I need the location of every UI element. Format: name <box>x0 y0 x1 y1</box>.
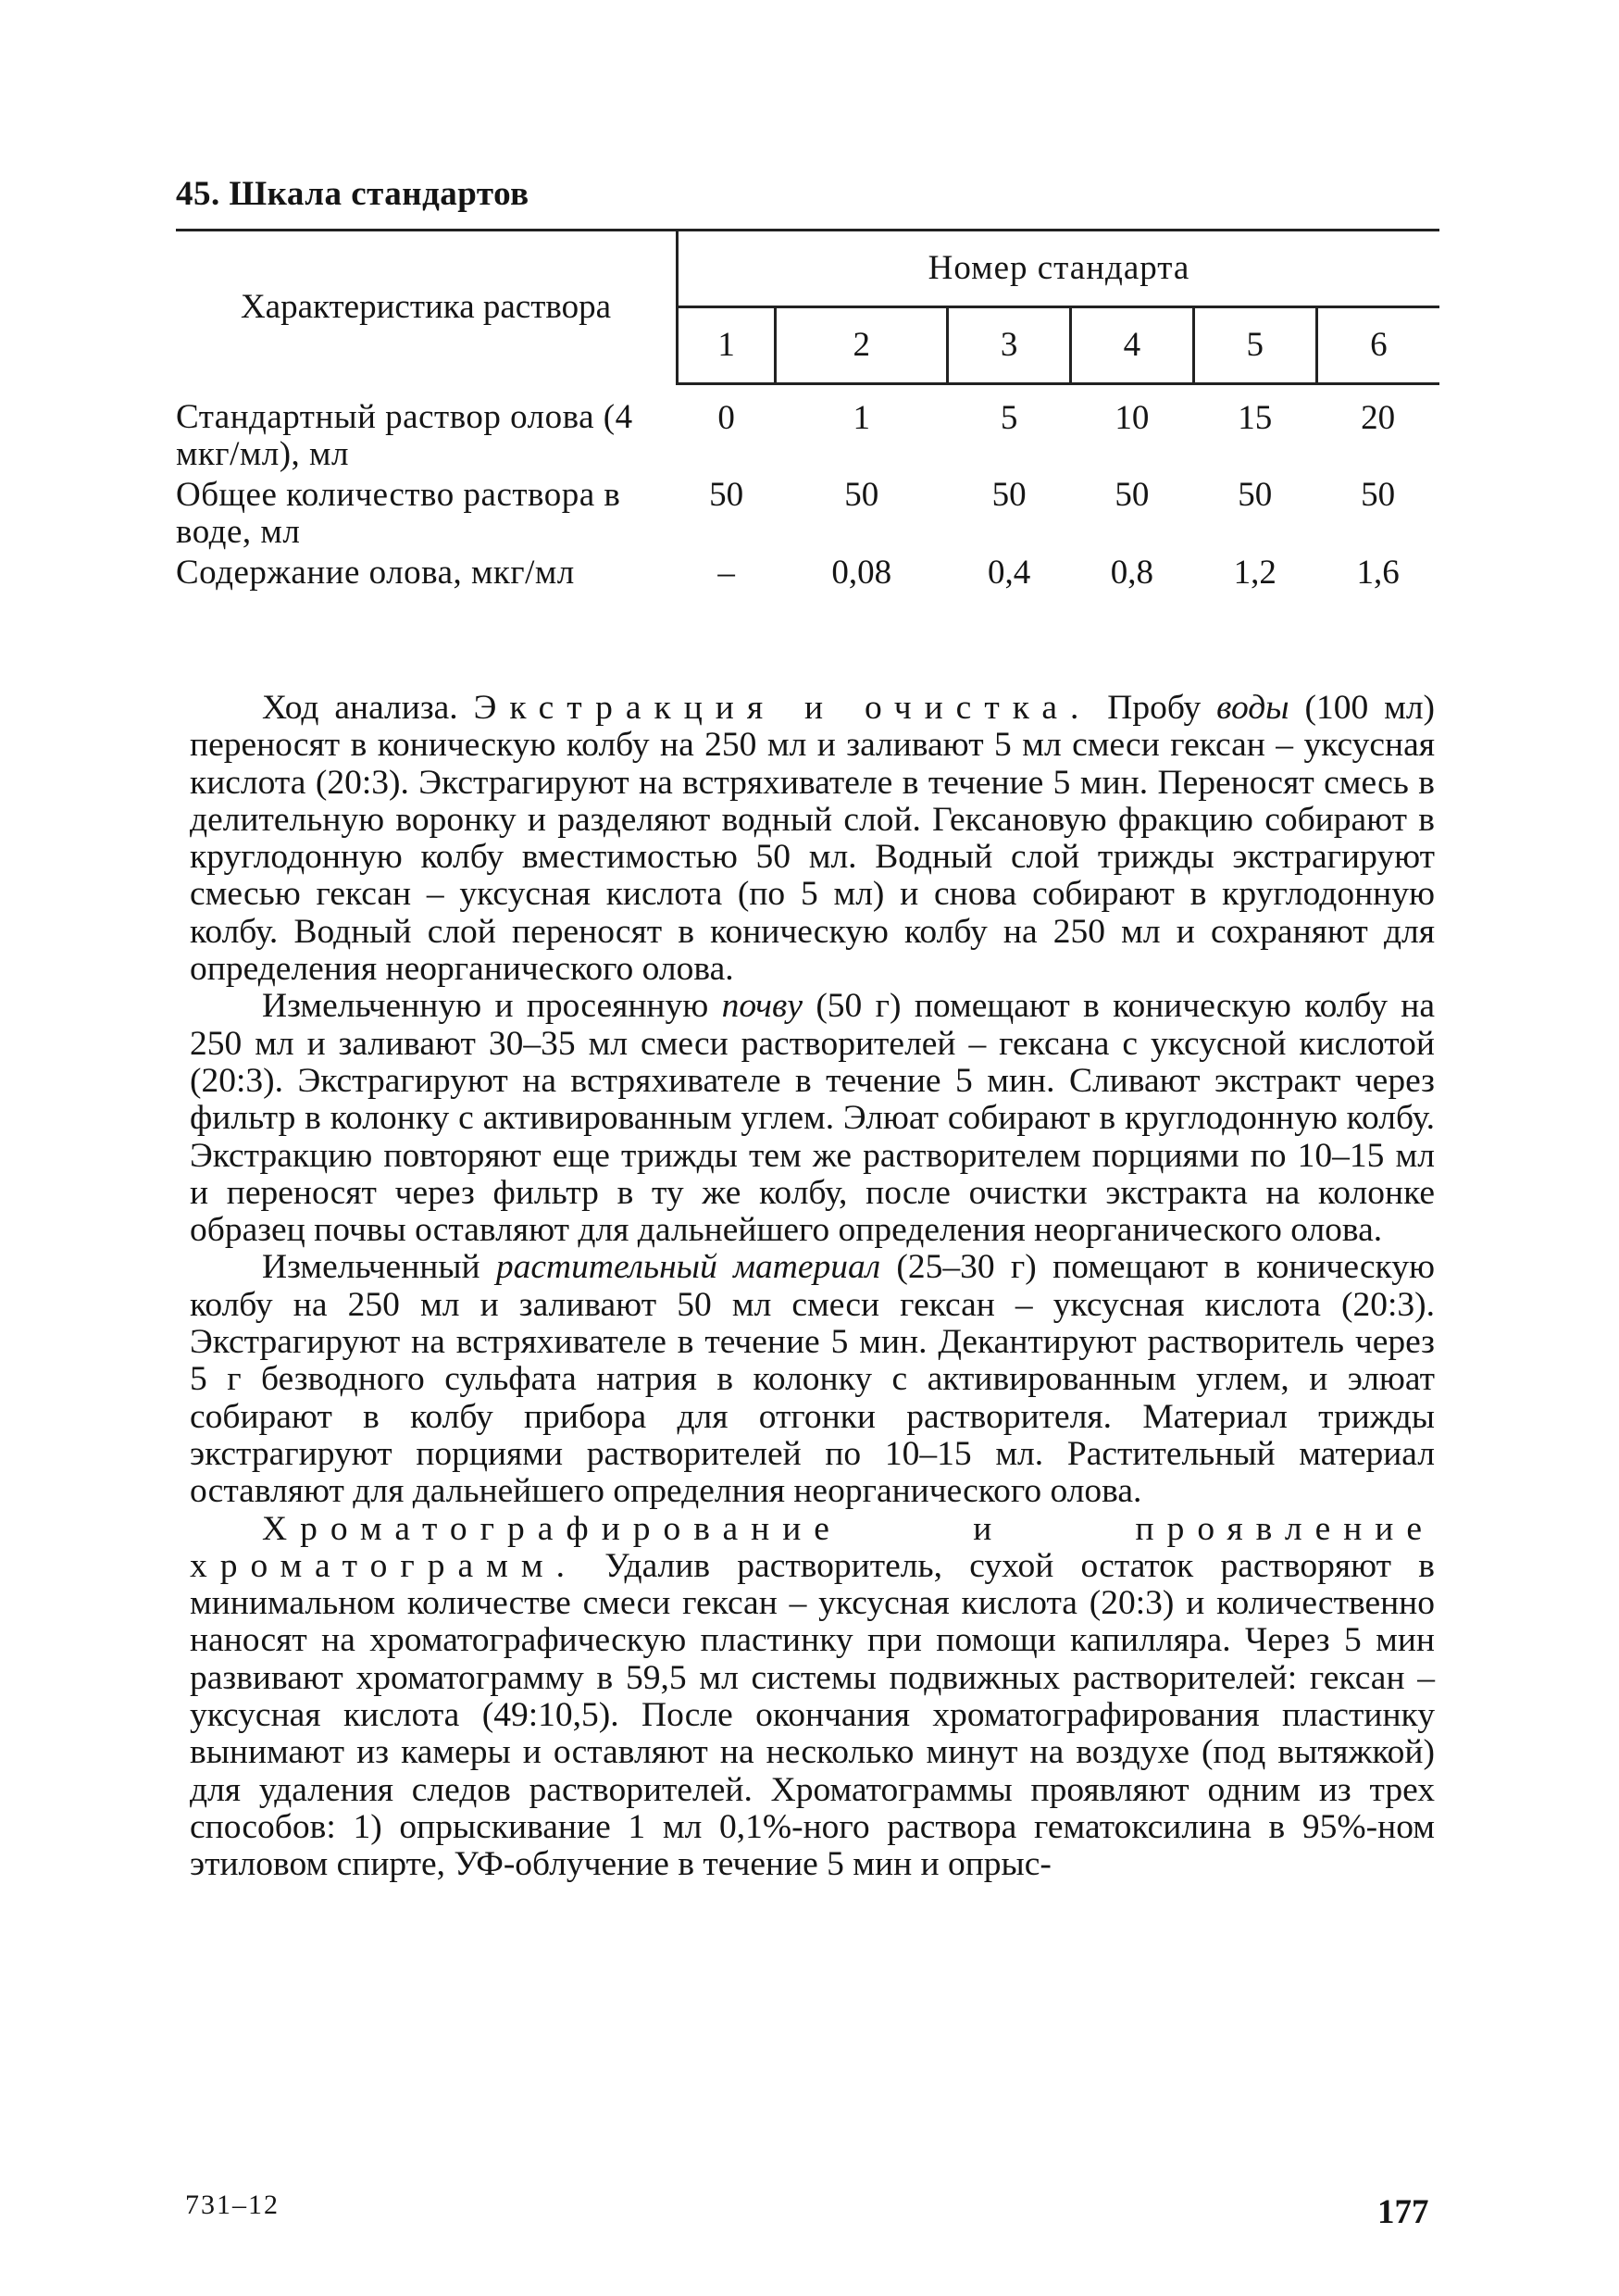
table-cell: 0,08 <box>831 553 892 592</box>
header-characteristic: Характеристика раствора <box>176 231 678 384</box>
table-cell: 1,6 <box>1356 553 1400 592</box>
text-run: (25–30 г) помещают в коническую колбу на 250 мл и заливают 50 мл смеси гексан – уксусная кислота (20:3). Экстрагируют на встряхивателе в течение 5 мин. Декантируют растворитель через 5 г безводного сульфата натрия в колонку с активированным углем, и элюат собирают в колбу прибора для отгонки растворителя. Материал трижды экстрагируют порциями растворителей по 10–15 мл. Растительный материал оставляют для дальнейшего определния неорганического олова. <box>190 1248 1435 1511</box>
emphasis-water: воды <box>1216 689 1289 727</box>
table-cell: 1 <box>853 399 870 437</box>
table-cell: 5 <box>1000 399 1018 437</box>
header-num-4: 4 <box>1071 307 1194 384</box>
row-label: Содержание олова, мкг/мл <box>176 553 575 592</box>
table-cell: – <box>717 553 735 592</box>
header-num-2: 2 <box>776 307 948 384</box>
footer-code: 731–12 <box>185 2190 280 2220</box>
text-run: (50 г) помещают в коническую колбу на 250 мл и заливают 30–35 мл смеси растворителей – гексана с уксусной кислотой (20:3). Экстрагируют на встряхивателе в течение 5 мин. Сливают экстракт через фильтр в колонку с активированным углем. Элюат собирают в круглодонную колбу. Экстракцию повторяют еще трижды тем же растворителем порциями по 10–15 мл и переносят через фильтр в ту же колбу, после очистки экстракта на колонке образец почвы оставляют для дальнейшего определения неорганического олова. <box>190 987 1436 1250</box>
header-num-3: 3 <box>948 307 1071 384</box>
table-cell: 15 <box>1238 399 1273 437</box>
emphasis-soil: почву <box>721 987 803 1026</box>
table-cell: 50 <box>1115 475 1150 514</box>
text-run: Пробу <box>1091 689 1217 727</box>
text-run: Измельченную и просеянную <box>262 987 722 1026</box>
table-cell: 0,8 <box>1110 553 1154 592</box>
header-standard-number: Номер стандарта <box>678 231 1440 307</box>
text-run: Удалив растворитель, сухой остаток растворяют в минимальном количестве смеси гексан – уксусная кислота (20:3) и количественно наносят на хроматографическую пластинку при помощи капилляра. Через 5 мин развивают хроматограмму в 59,5 мл системы подвижных растворителей: гексан – уксусная кислота (49:10,5). После окончания хроматографирования пластинку вынимают из камеры и оставляют на несколько минут на воздухе (под вытяжкой) для удаления следов растворителей. Хроматограммы проявляют одним из трех способов: 1) опрыскивание 1 мл 0,1%-ного раствора гематоксилина в 95%-ном этиловом спирте, УФ-облучение в течение 5 мин и опрыс- <box>190 1546 1435 1884</box>
row-label: Стандартный раствор олова (4 мкг/мл), мл <box>176 397 633 473</box>
paragraph-water <box>190 690 1435 988</box>
table-cell: 10 <box>1115 399 1150 437</box>
table-title: 45. Шкала стандартов <box>176 175 529 213</box>
standards-table <box>176 229 1439 592</box>
table-cell: 0,4 <box>987 553 1031 592</box>
table-row <box>176 473 1439 551</box>
header-num-5: 5 <box>1193 307 1316 384</box>
table-row <box>176 384 1439 473</box>
table-cell: 50 <box>1238 475 1273 514</box>
table-cell: 50 <box>1361 475 1396 514</box>
table-cell: 20 <box>1361 399 1396 437</box>
table-cell: 0 <box>717 399 735 437</box>
table-cell: 50 <box>844 475 879 514</box>
page-number: 177 <box>1377 2193 1429 2231</box>
section-lead: Ход анализа. <box>262 689 458 727</box>
table-cell: 50 <box>991 475 1027 514</box>
text-run: (100 мл) переносят в коническую колбу на 250 мл и заливают 5 мл смеси гексан – уксусная кислота (20:3). Экстрагируют на встряхивателе в течение 5 мин. Переносят смесь в делительную воронку и разделяют водный слой. Гексановую фракцию собирают в круглодонную колбу вместимостью 50 мл. Водный слой трижды экстрагируют смесью гексан – уксусная кислота (по 5 мл) и снова собирают в круглодонную колбу. Водный слой переносят в коническую колбу на 250 мл и сохраняют для определения неорганического олова. <box>190 689 1436 989</box>
emphasis-plant-material: растительный материал <box>495 1248 881 1287</box>
paragraph-soil <box>190 988 1435 1249</box>
table-cell: 1,2 <box>1233 553 1277 592</box>
table-cell: 50 <box>709 475 744 514</box>
table-row <box>176 551 1439 592</box>
paragraph-plant <box>190 1249 1435 1510</box>
section-heading-chromatography: Хроматографирование и проявление хроматограмм. <box>190 1509 1435 1585</box>
paragraph-chromatography <box>190 1511 1435 1884</box>
body-text <box>190 690 1435 1884</box>
text-run: Измельченный <box>262 1248 496 1287</box>
row-label: Общее количество раствора в воде, мл <box>176 475 621 551</box>
section-heading-extraction: Экстракция и очистка. <box>473 689 1092 727</box>
header-num-6: 6 <box>1316 307 1439 384</box>
header-num-1: 1 <box>678 307 776 384</box>
